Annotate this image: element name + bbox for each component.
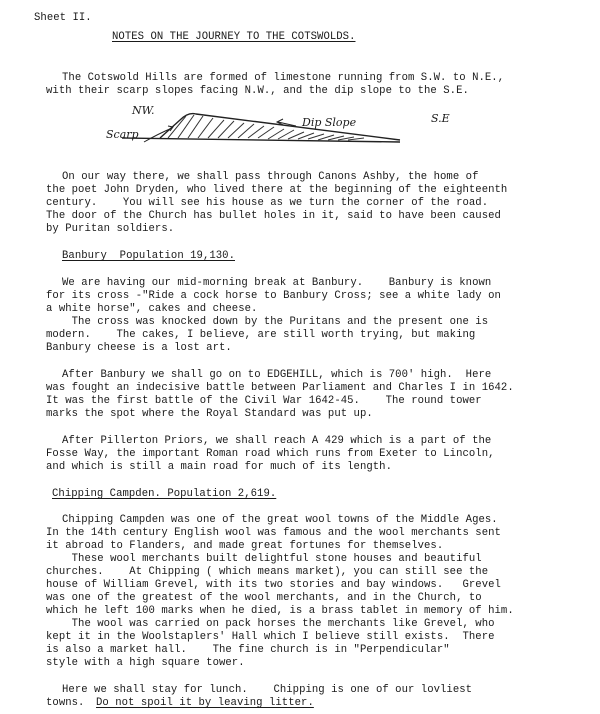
nw-label: NW. [132,104,155,117]
chipping-line: is also a market hall. The fine church is in "Perpendicular" [46,644,450,656]
chipping-line: These wool merchants built delightful stone houses and beautiful [46,553,482,565]
edgehill-line: After Banbury we shall go on to EDGEHILL, which is 700' high. Here [62,369,492,381]
se-label: S.E [431,112,450,125]
chipping-line: which he left 100 marks when he died, is a brass tablet in memory of him. [46,605,514,617]
banbury-line: a white horse", cakes and cheese. [46,303,258,315]
dip-slope-label: Dip Slope [302,116,357,129]
intro-line: with their scarp slopes facing N.W., and the dip slope to the S.E. [46,85,469,97]
chipping-line: kept it in the Woolstaplers' Hall which I believe still exists. There [46,631,495,643]
chipping-line: house of William Grevel, with its two stories and bay windows. Grevel [46,579,501,591]
chipping-line: it abroad to Flanders, and made great fortunes for themselves. [46,540,444,552]
intro-line: The Cotswold Hills are formed of limestone running from S.W. to N.E., [62,72,505,84]
fosse-line: Fosse Way, the important Roman road which runs from Exeter to Lincoln, [46,448,495,460]
lunch-line: towns. [46,697,85,709]
banbury-line: Banbury cheese is a lost art. [46,342,232,354]
canons-line: On our way there, we shall pass through Canons Ashby, the home of [62,171,479,183]
banbury-line: We are having our mid-morning break at Banbury. Banbury is known [62,277,492,289]
banbury-line: modern. The cakes, I believe, are still worth trying, but making [46,329,476,341]
fosse-line: and which is still a main road for much of its length. [46,461,392,473]
chipping-line: style with a high square tower. [46,657,245,669]
fosse-line: After Pillerton Priors, we shall reach A 429 which is a part of the [62,435,492,447]
chipping-line: was one of the greatest of the wool merchants, and in the Church, to [46,592,482,604]
chipping-line: In the 14th century English wool was famous and the wool merchants sent [46,527,501,539]
chipping-campden-heading: Chipping Campden. Population 2,619. [52,488,277,500]
lunch-line: Here we shall stay for lunch. Chipping is one of our lovliest [62,684,473,696]
banbury-line: The cross was knocked down by the Puritans and the present one is [46,316,489,328]
sheet-number: Sheet II. [34,12,92,24]
chipping-line: churches. At Chipping ( which means market), you can still see the [46,566,489,578]
page-title: NOTES ON THE JOURNEY TO THE COTSWOLDS. [112,31,356,43]
canons-line: The door of the Church has bullet holes in it, said to have been caused [46,210,501,222]
canons-line: the poet John Dryden, who lived there at the beginning of the eighteenth [46,184,508,196]
banbury-heading: Banbury Population 19,130. [62,250,235,262]
scarp-label: Scarp [106,128,139,141]
chipping-line: The wool was carried on pack horses the merchants like Grevel, who [46,618,495,630]
litter-warning: Do not spoil it by leaving litter. [96,697,314,709]
edgehill-line: It was the first battle of the Civil War 1642-45. The round tower [46,395,482,407]
canons-line: by Puritan soldiers. [46,223,175,235]
edgehill-line: marks the spot where the Royal Standard was put up. [46,408,373,420]
banbury-line: for its cross -"Ride a cock horse to Banbury Cross; see a white lady on [46,290,501,302]
canons-line: century. You will see his house as we turn the corner of the road. [46,197,489,209]
chipping-line: Chipping Campden was one of the great wool towns of the Middle Ages. [62,514,498,526]
edgehill-line: was fought an indecisive battle between Parliament and Charles I in 1642. [46,382,514,394]
